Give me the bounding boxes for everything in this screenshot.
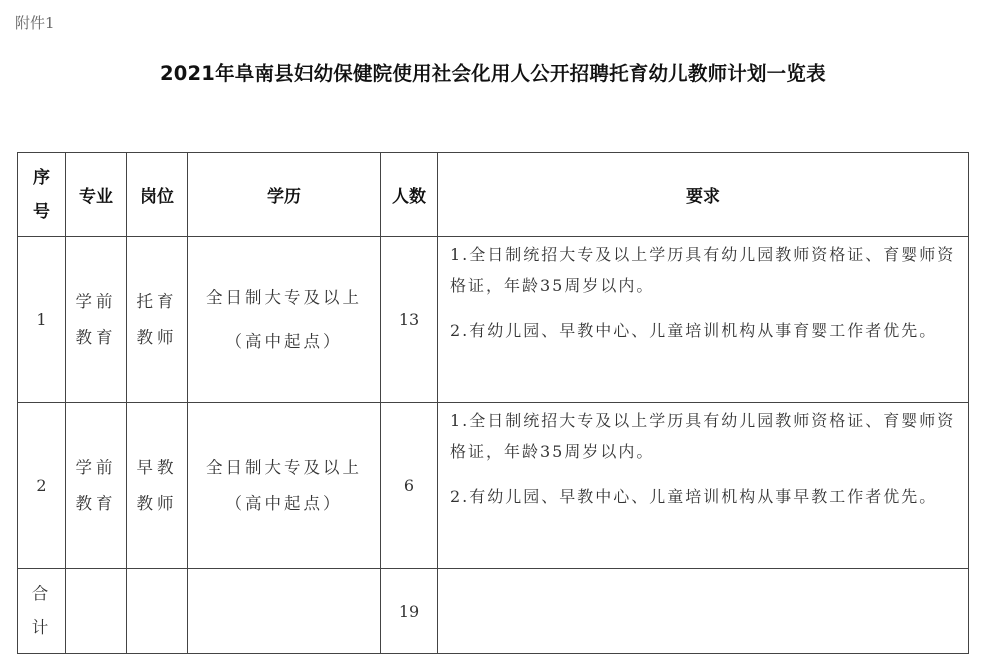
row-seq: 2 <box>18 403 66 569</box>
requirement-2: 2.有幼儿园、早教中心、儿童培训机构从事育婴工作者优先。 <box>450 321 938 340</box>
header-major: 专业 <box>66 153 127 237</box>
row-position: 托育教师 <box>127 237 188 403</box>
row-major: 学前教育 <box>66 237 127 403</box>
total-count: 19 <box>381 569 438 654</box>
total-label: 合计 <box>18 569 66 654</box>
row-count: 6 <box>381 403 438 569</box>
requirement-1: 1.全日制统招大专及以上学历具有幼儿园教师资格证、育婴师资格证，年龄35周岁以内。 <box>450 411 956 461</box>
header-position: 岗位 <box>127 153 188 237</box>
page-title: 2021年阜南县妇幼保健院使用社会化用人公开招聘托育幼儿教师计划一览表 <box>160 62 826 85</box>
header-count: 人数 <box>381 153 438 237</box>
table-total-row <box>18 569 969 654</box>
table-row <box>18 403 969 569</box>
recruitment-plan-table <box>17 152 969 654</box>
attachment-label: 附件1 <box>15 14 55 32</box>
table-row <box>18 237 969 403</box>
row-seq: 1 <box>18 237 66 403</box>
empty-cell <box>188 569 381 654</box>
row-major: 学前教育 <box>66 403 127 569</box>
header-seq: 序号 <box>18 153 66 237</box>
row-count: 13 <box>381 237 438 403</box>
requirement-1: 1.全日制统招大专及以上学历具有幼儿园教师资格证、育婴师资格证，年龄35周岁以内。 <box>450 245 956 295</box>
header-education: 学历 <box>188 153 381 237</box>
empty-cell <box>127 569 188 654</box>
row-education: 全日制大专及以上 （高中起点） <box>188 403 381 569</box>
row-requirements <box>438 403 969 569</box>
row-requirements <box>438 237 969 403</box>
empty-cell <box>438 569 969 654</box>
requirement-2: 2.有幼儿园、早教中心、儿童培训机构从事早教工作者优先。 <box>450 487 938 506</box>
row-position: 早教教师 <box>127 403 188 569</box>
empty-cell <box>66 569 127 654</box>
table-header-row <box>18 153 969 237</box>
header-requirements: 要求 <box>438 153 969 237</box>
row-education: 全日制大专及以上 （高中起点） <box>188 237 381 403</box>
